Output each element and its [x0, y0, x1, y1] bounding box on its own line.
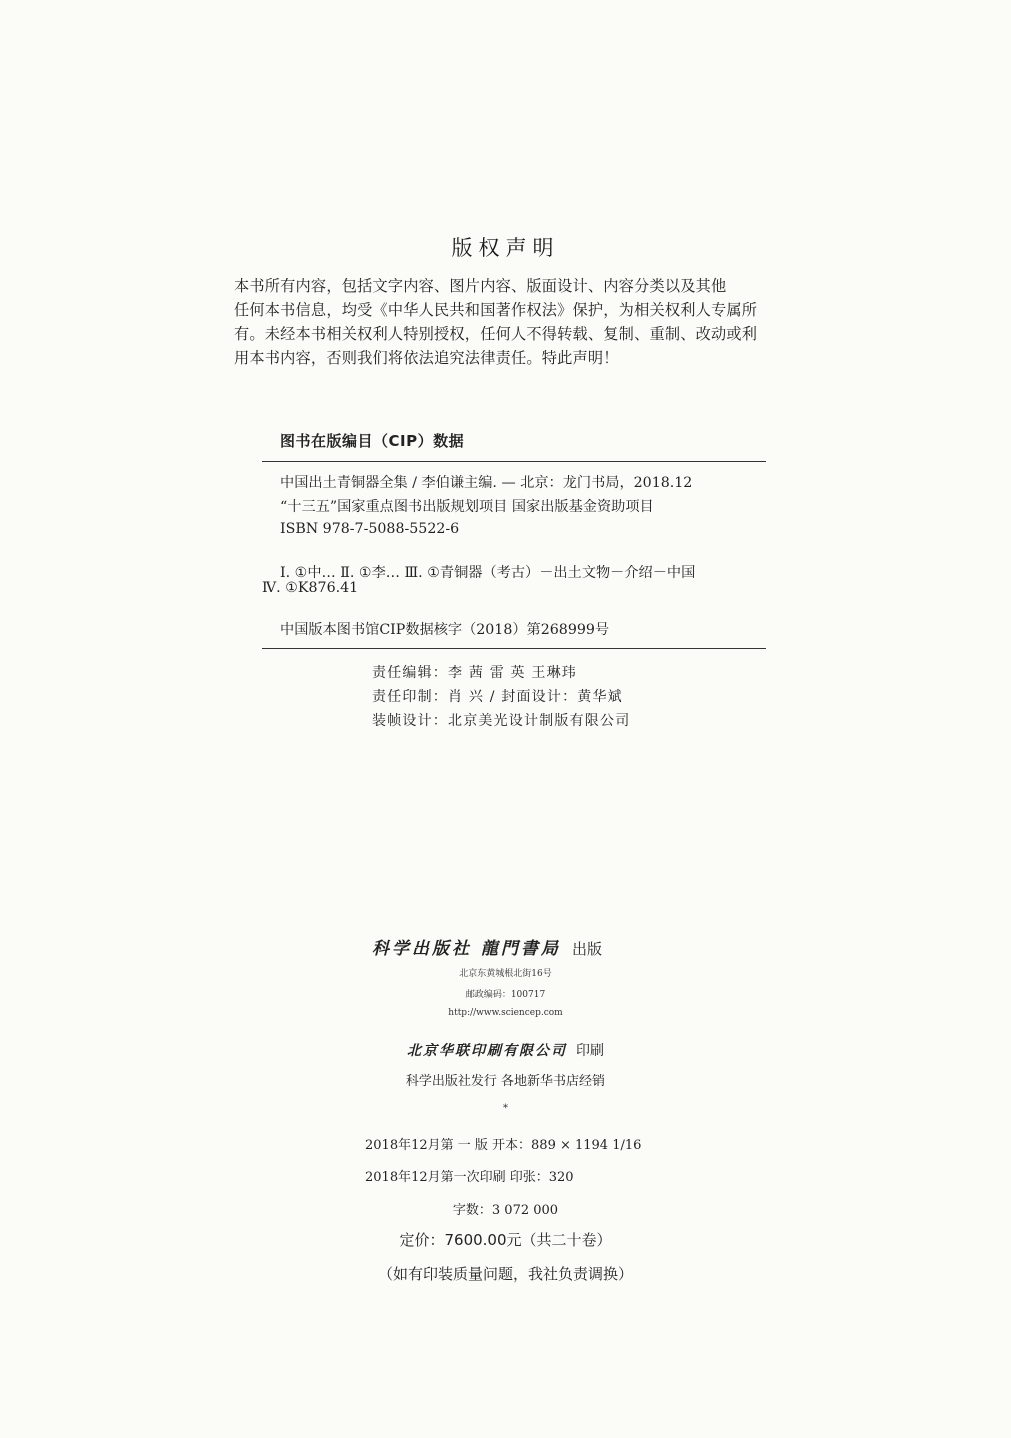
- printer-logo: 北京华联印刷有限公司: [406, 1043, 567, 1059]
- price: 定价：7600.00元（共二十卷）: [399, 1231, 612, 1249]
- page-title: 版权声明: [451, 236, 560, 260]
- publisher-suffix: 出版: [572, 940, 603, 958]
- cip-isbn: ISBN 978-7-5088-5522-6: [280, 521, 460, 537]
- publisher-url: http://www.sciencep.com: [448, 1008, 563, 1018]
- publisher-logo: 科学出版社 龍門書局: [372, 939, 561, 959]
- cip-entry-line: “十三五”国家重点图书出版规划项目 国家出版基金资助项目: [280, 499, 654, 515]
- cip-top-rule: [262, 461, 766, 462]
- copyright-line: 有。未经本书相关权利人特别授权，任何人不得转载、复制、重制、改动或利: [234, 325, 758, 343]
- publisher-address: 北京东黄城根北街16号: [459, 969, 552, 979]
- printer-suffix: 印刷: [576, 1043, 605, 1059]
- copyright-line: 本书所有内容，包括文字内容、图片内容、版面设计、内容分类以及其他: [234, 277, 727, 295]
- publisher-line: [372, 934, 602, 959]
- quality-note: （如有印装质量问题，我社负责调换）: [377, 1265, 633, 1283]
- printer-line: [0, 1040, 1011, 1060]
- copyright-line: 任何本书信息，均受《中华人民共和国著作权法》保护，为相关权利人专属所: [234, 301, 758, 319]
- separator-asterisk: *: [503, 1103, 508, 1114]
- binding-design: 装帧设计：北京美光设计制版有限公司: [372, 713, 631, 729]
- responsible-editors: 责任编辑：李 茜 雷 英 王琳玮: [372, 665, 577, 681]
- printing-and-cover-design: 责任印制：肖 兴 / 封面设计：黄华斌: [372, 689, 623, 705]
- cip-classification: Ⅰ. ①中… Ⅱ. ①李… Ⅲ. ①青铜器（考古）－出土文物－介绍－中国: [280, 565, 696, 581]
- cip-record-number: 中国版本图书馆CIP数据核字（2018）第268999号: [280, 622, 610, 638]
- publisher-postcode: 邮政编码：100717: [465, 990, 546, 1000]
- distribution-line: 科学出版社发行 各地新华书店经销: [405, 1074, 606, 1089]
- copyright-statement: [234, 274, 814, 370]
- copyright-line: 用本书内容，否则我们将依法追究法律责任。特此声明！: [234, 349, 619, 367]
- cip-classification: Ⅳ. ①K876.41: [262, 580, 359, 596]
- edition-info: 2018年12月第 一 版 开本：889 × 1194 1/16: [365, 1138, 642, 1153]
- cip-heading: 图书在版编目（CIP）数据: [280, 432, 465, 450]
- printing-info: 2018年12月第一次印刷 印张：320: [365, 1170, 574, 1185]
- word-count: 字数：3 072 000: [452, 1203, 559, 1218]
- cip-bottom-rule: [262, 648, 766, 649]
- cip-entry-line: 中国出土青铜器全集 / 李伯谦主编. — 北京：龙门书局，2018.12: [280, 475, 693, 491]
